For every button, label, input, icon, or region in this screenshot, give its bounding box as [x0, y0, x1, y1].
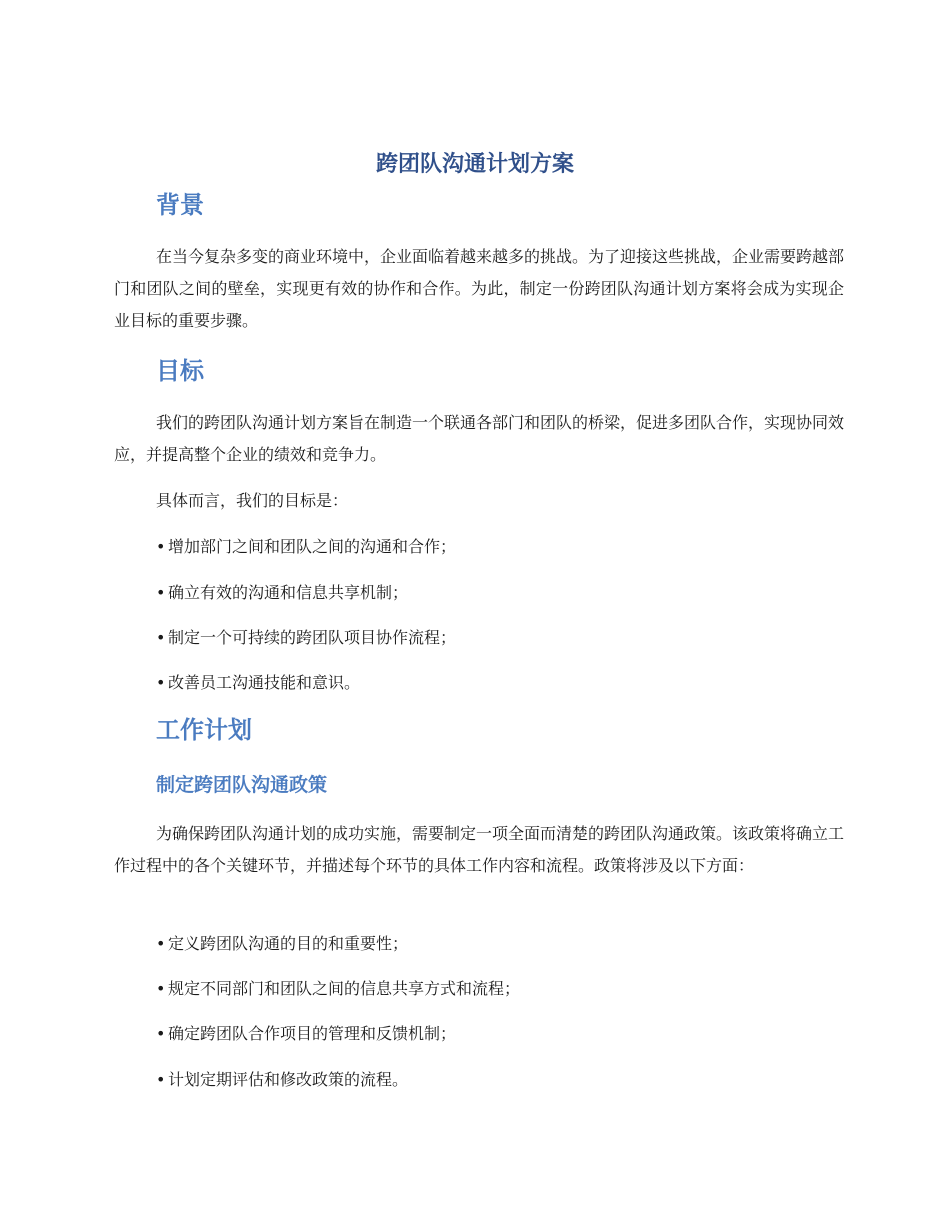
bullet-icon: • — [156, 537, 166, 556]
bullet-icon: • — [156, 1024, 166, 1043]
list-item — [156, 624, 456, 652]
section-heading-work-plan: 工作计划 — [156, 716, 252, 744]
paragraph-background: 在当今复杂多变的商业环境中，企业面临着越来越多的挑战。为了迎接这些挑战，企业需要跨越部门和团队之间的壁垒，实现更有效的协作和合作。为此，制定一份跨团队沟通计划方案将会成为实现企业目标的重要步骤。 — [114, 247, 845, 330]
list-item-text: 改善员工沟通技能和意识。 — [168, 673, 361, 692]
bullet-icon: • — [156, 979, 166, 998]
section-heading-background: 背景 — [156, 191, 204, 219]
section-heading-goals: 目标 — [156, 357, 204, 385]
list-item — [156, 930, 408, 958]
list-item — [156, 1020, 456, 1048]
list-item — [156, 669, 360, 697]
bullet-icon: • — [156, 934, 166, 953]
list-item-text: 计划定期评估和修改政策的流程。 — [168, 1070, 409, 1089]
list-item — [156, 533, 456, 561]
list-item — [156, 1066, 408, 1094]
subsection-heading-policy: 制定跨团队沟通政策 — [156, 774, 328, 796]
list-item — [156, 975, 520, 1003]
list-item-text: 制定一个可持续的跨团队项目协作流程； — [168, 628, 457, 647]
paragraph-goals: 我们的跨团队沟通计划方案旨在制造一个联通各部门和团队的桥梁，促进多团队合作，实现协同效应，并提高整个企业的绩效和竞争力。 — [114, 413, 845, 464]
document-title: 跨团队沟通计划方案 — [375, 152, 574, 177]
goals-intro: 具体而言，我们的目标是： — [156, 491, 349, 510]
list-item — [156, 579, 408, 607]
list-item-text: 规定不同部门和团队之间的信息共享方式和流程； — [168, 979, 521, 998]
bullet-icon: • — [156, 673, 166, 692]
bullet-icon: • — [156, 583, 166, 602]
bullet-icon: • — [156, 628, 166, 647]
list-item-text: 增加部门之间和团队之间的沟通和合作； — [168, 537, 457, 556]
bullet-icon: • — [156, 1070, 166, 1089]
paragraph-policy: 为确保跨团队沟通计划的成功实施，需要制定一项全面而清楚的跨团队沟通政策。该政策将确立工作过程中的各个关键环节，并描述每个环节的具体工作内容和流程。政策将涉及以下方面： — [114, 824, 845, 875]
list-item-text: 确立有效的沟通和信息共享机制； — [168, 583, 409, 602]
list-item-text: 定义跨团队沟通的目的和重要性； — [168, 934, 409, 953]
list-item-text: 确定跨团队合作项目的管理和反馈机制； — [168, 1024, 457, 1043]
